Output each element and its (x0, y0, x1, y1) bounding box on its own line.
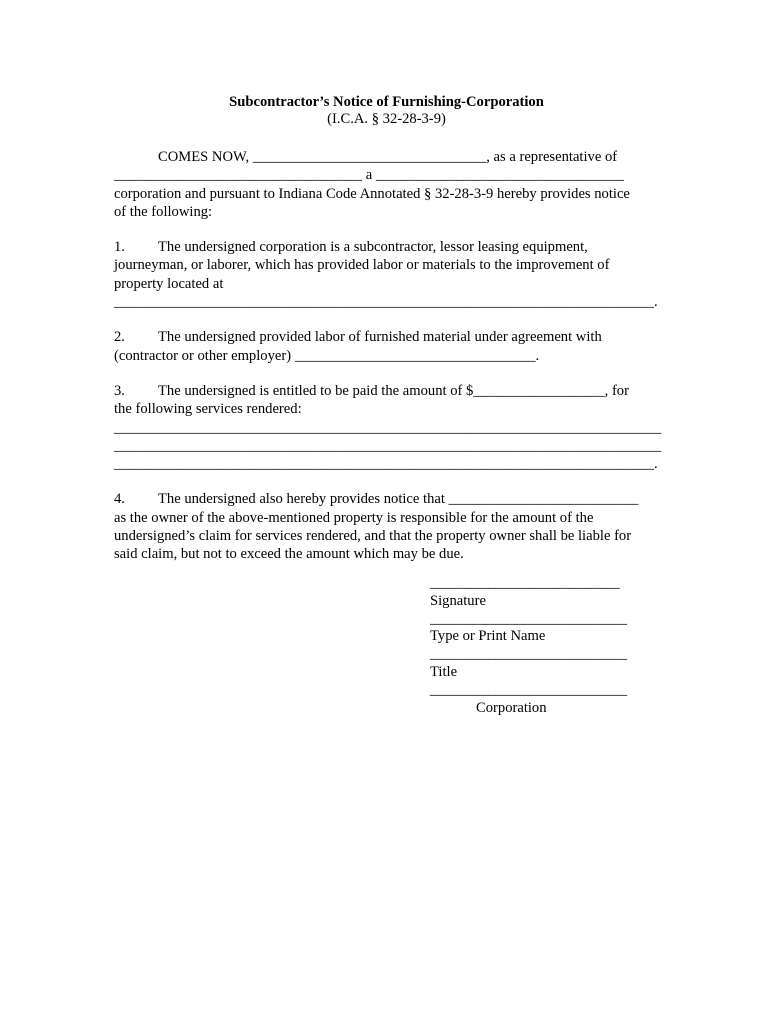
item-2-line-1: The undersigned provided labor of furnished material under agreement with (158, 329, 602, 346)
corporation-label: Corporation (476, 699, 547, 716)
item-1-line-3: property located at (114, 275, 224, 292)
document-title: Subcontractor’s Notice of Furnishing-Corporation (229, 94, 544, 110)
item-4 (114, 490, 659, 563)
item-3-number: 3. (114, 382, 125, 399)
item-3-line-3: ___________________________________________________________________________ (114, 419, 662, 436)
item-4-line-3: undersigned’s claim for services rendered, and that the property owner shall be liable for (114, 528, 632, 545)
print-name-line: ___________________________ (430, 610, 628, 627)
intro-line-4: of the following: (114, 203, 213, 220)
title-label: Title (430, 663, 458, 680)
intro-line-1: COMES NOW, ________________________________, as a representative of (158, 149, 618, 165)
item-4-line-2: as the owner of the above-mentioned property is responsible for the amount of the (114, 509, 594, 526)
item-3-line-5: __________________________________________________________________________. (114, 456, 658, 473)
item-1-line-1: The undersigned corporation is a subcontractor, lessor leasing equipment, (158, 239, 588, 256)
item-3 (114, 382, 662, 473)
item-1-number: 1. (114, 239, 125, 256)
intro-line-3: corporation and pursuant to Indiana Code Annotated § 32-28-3-9 hereby provides notice (114, 185, 630, 202)
intro-line-2: __________________________________ a __________________________________ (114, 167, 624, 184)
document-citation: (I.C.A. § 32-28-3-9) (327, 111, 446, 127)
item-2-line-2: (contractor or other employer) _________________________________. (114, 347, 540, 364)
item-2-number: 2. (114, 329, 125, 346)
item-3-line-1: The undersigned is entitled to be paid the amount of $__________________, for (158, 382, 629, 399)
title-line: ___________________________ (430, 646, 628, 663)
document-page (114, 94, 662, 564)
item-3-line-2: the following services rendered: (114, 401, 302, 418)
item-2 (114, 328, 659, 365)
print-name-label: Type or Print Name (430, 628, 546, 645)
signature-block (430, 575, 660, 717)
signature-line: __________________________ (430, 575, 620, 591)
corporation-line: ___________________________ (430, 681, 628, 698)
document-header (114, 94, 659, 128)
item-1 (114, 238, 659, 311)
item-4-line-4: said claim, but not to exceed the amount which may be due. (114, 546, 464, 563)
item-3-line-4: ___________________________________________________________________________ (114, 437, 662, 454)
item-4-line-1: The undersigned also hereby provides notice that __________________________ (158, 491, 639, 508)
signature-label: Signature (430, 592, 486, 609)
item-4-number: 4. (114, 491, 125, 508)
intro-paragraph (114, 148, 659, 221)
item-1-line-2: journeyman, or laborer, which has provided labor or materials to the improvement of (114, 257, 610, 274)
item-1-line-4: __________________________________________________________________________. (114, 294, 658, 311)
